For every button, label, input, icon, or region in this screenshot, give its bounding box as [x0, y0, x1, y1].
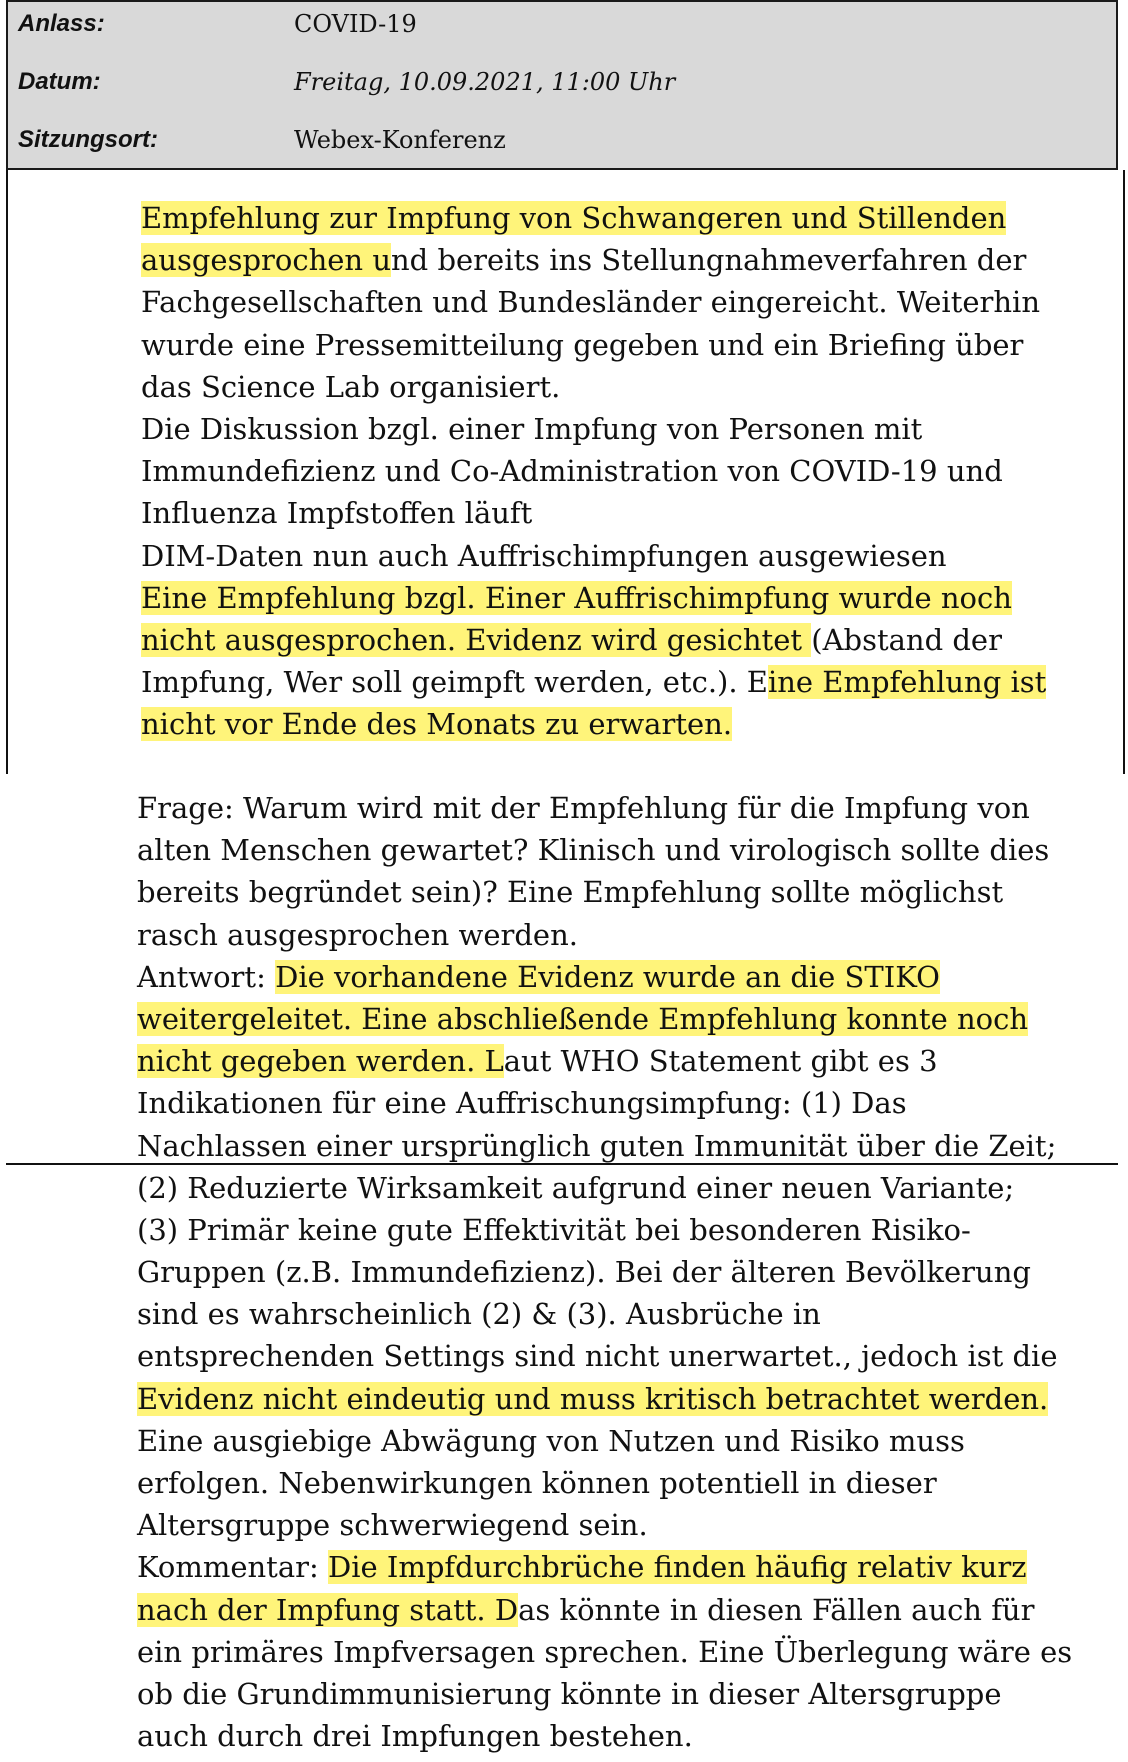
text-segment: Influenza Impfstoffen läuft — [141, 496, 533, 531]
datum-label: Datum: — [18, 68, 101, 95]
text-segment: wurde eine Pressemitteilung gegeben und ein Briefing über — [141, 327, 1024, 362]
text-line — [137, 1251, 1072, 1293]
sitzungsort-label: Sitzungsort: — [18, 126, 158, 153]
text-segment: Nachlassen einer ursprünglich guten Immunität über die Zeit; — [137, 1128, 1057, 1163]
text-segment: Gruppen (z.B. Immundefizienz). Bei der älteren Bevölkerung — [137, 1255, 1031, 1290]
sitzungsort-value: Webex-Konferenz — [294, 126, 506, 154]
text-line — [141, 535, 1046, 577]
text-line — [141, 408, 1046, 450]
text-line — [137, 1546, 1072, 1588]
anlass-label: Anlass: — [18, 10, 105, 37]
text-segment: ein primäres Impfversagen sprechen. Eine Überlegung wäre es — [137, 1634, 1073, 1669]
header-row-sitzungsort — [8, 120, 1116, 160]
text-segment: ob die Grundimmunisierung könnte in dieser Altersgruppe — [137, 1676, 1002, 1711]
text-line — [141, 577, 1046, 619]
text-segment: (3) Primär keine gute Effektivität bei besonderen Risiko- — [137, 1212, 971, 1247]
text-segment: Fachgesellschaften und Bundesländer eingereicht. Weiterhin — [141, 285, 1041, 320]
text-line — [137, 1209, 1072, 1251]
text-line — [137, 1631, 1072, 1673]
text-segment: das Science Lab organisiert. — [141, 369, 561, 404]
highlighted-text: ine Empfehlung ist — [767, 665, 1047, 700]
text-line — [137, 1589, 1072, 1631]
anlass-value: COVID-19 — [294, 10, 417, 38]
text-segment: Antwort: — [137, 959, 276, 994]
text-segment: as könnte in diesen Fällen auch für — [518, 1592, 1035, 1627]
highlighted-text: ausgesprochen u — [141, 243, 391, 278]
text-line — [141, 450, 1046, 492]
text-line — [141, 324, 1046, 366]
text-segment: Impfung, Wer soll geimpft werden, etc.). E — [141, 665, 768, 700]
text-line — [137, 956, 1072, 998]
text-segment: bereits begründet sein)? Eine Empfehlung sollte möglichst — [137, 875, 1004, 910]
text-line — [137, 871, 1072, 913]
text-segment: sind es wahrscheinlich (2) & (3). Ausbrüche in — [137, 1297, 821, 1332]
paragraph-recommendation-status — [141, 197, 1046, 745]
header-row-datum — [8, 62, 1116, 102]
text-line — [141, 366, 1046, 408]
text-line — [137, 914, 1072, 956]
text-segment: (2) Reduzierte Wirksamkeit aufgrund einer neuen Variante; — [137, 1170, 1015, 1205]
text-line — [137, 1378, 1072, 1420]
text-segment: entsprechenden Settings sind nicht unerwartet., jedoch ist die — [137, 1339, 1058, 1374]
text-segment: Altersgruppe schwerwiegend sein. — [137, 1508, 648, 1543]
paragraph-question-answer — [137, 787, 1072, 1757]
text-line — [137, 1082, 1072, 1124]
highlighted-text: weitergeleitet. Eine abschließende Empfehlung konnte noch — [137, 1001, 1028, 1036]
text-line — [137, 1673, 1072, 1715]
text-segment: alten Menschen gewartet? Klinisch und virologisch sollte dies — [137, 833, 1050, 868]
text-line — [137, 1335, 1072, 1377]
highlighted-text: nicht vor Ende des Monats zu erwarten. — [141, 707, 733, 742]
text-line — [137, 1504, 1072, 1546]
datum-value: Freitag, 10.09.2021, 11:00 Uhr — [294, 68, 676, 96]
text-segment: erfolgen. Nebenwirkungen können potentiell in dieser — [137, 1466, 937, 1500]
text-line — [141, 661, 1046, 703]
text-segment: Indikationen für eine Auffrischungsimpfung: (1) Das — [137, 1086, 907, 1121]
right-border-line — [1123, 170, 1125, 774]
text-line — [137, 1715, 1072, 1757]
text-segment: aut WHO Statement gibt es 3 — [503, 1044, 938, 1079]
text-line — [137, 998, 1072, 1040]
text-segment: nd bereits ins Stellungnahmeverfahren der — [391, 243, 1027, 278]
highlighted-text: Evidenz nicht eindeutig und muss kritisch betrachtet werden. — [137, 1381, 1049, 1416]
text-line — [141, 281, 1046, 323]
highlighted-text: nach der Impfung statt. D — [137, 1592, 519, 1627]
highlighted-text: nicht ausgesprochen. Evidenz wird gesichtet — [141, 622, 812, 657]
meeting-header-box — [6, 0, 1118, 170]
header-row-anlass — [8, 4, 1116, 44]
text-line — [137, 1420, 1072, 1462]
text-line — [141, 619, 1046, 661]
text-line — [141, 197, 1046, 239]
text-segment: Eine ausgiebige Abwägung von Nutzen und Risiko muss — [137, 1423, 965, 1458]
text-line — [141, 492, 1046, 534]
text-segment: Die Diskussion bzgl. einer Impfung von Personen mit — [141, 411, 923, 446]
text-line — [141, 239, 1046, 281]
text-segment: rasch ausgesprochen werden. — [137, 917, 578, 952]
text-segment: Immundefizienz und Co-Administration von COVID-19 und — [141, 454, 1003, 489]
highlighted-text: Die vorhandene Evidenz wurde an die STIKO — [275, 959, 940, 994]
text-segment: Kommentar: — [137, 1550, 328, 1585]
text-line — [137, 1167, 1072, 1209]
text-line — [137, 787, 1072, 829]
text-line — [141, 703, 1046, 745]
left-border-line — [6, 170, 8, 774]
text-line — [137, 1462, 1072, 1504]
text-line — [137, 1293, 1072, 1335]
highlighted-text: nicht gegeben werden. L — [137, 1044, 504, 1079]
highlighted-text: Empfehlung zur Impfung von Schwangeren und Stillenden — [141, 201, 1007, 235]
text-segment: Frage: Warum wird mit der Empfehlung für die Impfung von — [137, 791, 1030, 825]
text-line — [137, 1125, 1072, 1167]
text-segment: (Abstand der — [811, 622, 1002, 657]
text-line — [137, 1040, 1072, 1082]
highlighted-text: Die Impfdurchbrüche finden häufig relativ kurz — [327, 1550, 1027, 1585]
text-segment: DIM-Daten nun auch Auffrischimpfungen ausgewiesen — [141, 538, 947, 573]
text-segment: auch durch drei Impfungen bestehen. — [137, 1719, 693, 1754]
text-line — [137, 829, 1072, 871]
highlighted-text: Eine Empfehlung bzgl. Einer Auffrischimpfung wurde noch — [141, 580, 1012, 615]
